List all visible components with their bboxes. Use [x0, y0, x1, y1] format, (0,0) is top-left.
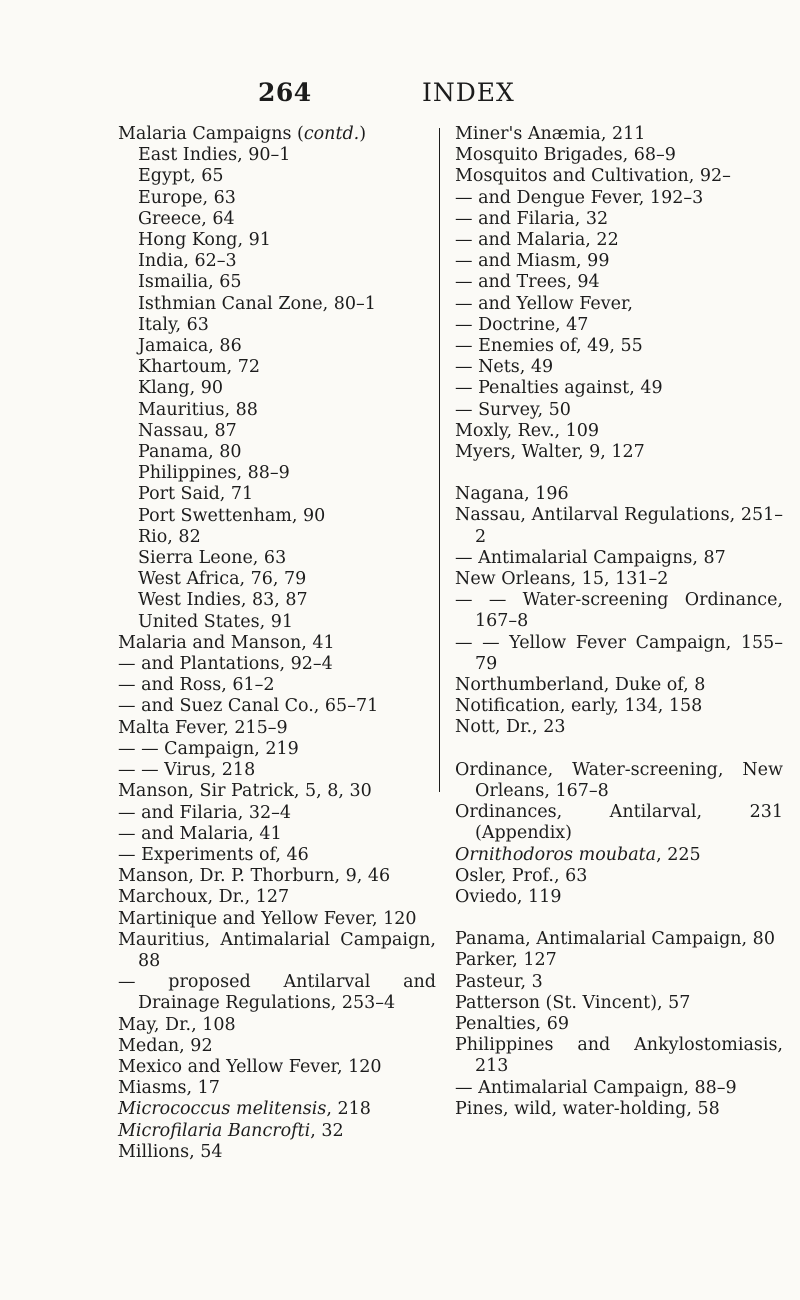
index-entry	[118, 1078, 436, 1099]
index-entry-text: Parker, 127	[455, 950, 557, 971]
index-entry-text: Notification, early, 134, 158	[455, 696, 703, 717]
index-entry	[455, 1014, 783, 1035]
index-entry-text: Mosquito Brigades, 68–9	[455, 145, 676, 166]
index-entry-text: Medan, 92	[118, 1035, 213, 1056]
index-entry-text: Martinique and Yellow Fever, 120	[118, 908, 417, 929]
index-entry	[455, 717, 783, 738]
index-entry-text: Nagana, 196	[455, 484, 569, 505]
index-entry-italic: Microfilaria Bancrofti	[118, 1120, 311, 1141]
index-entry	[118, 315, 436, 336]
index-entry	[118, 378, 436, 399]
index-entry	[455, 590, 783, 632]
index-entry	[455, 760, 783, 802]
index-entry	[455, 993, 783, 1014]
index-entry-text: Miner's Anæmia, 211	[455, 124, 646, 144]
index-entry	[118, 1142, 436, 1163]
index-entry-italic: Micrococcus melitensis	[118, 1099, 327, 1120]
index-entry	[118, 400, 436, 421]
index-entry	[118, 1099, 436, 1120]
index-entry-text: Marchoux, Dr., 127	[118, 887, 290, 908]
index-entry-text: Moxly, Rev., 109	[455, 420, 600, 441]
index-entry	[118, 272, 436, 293]
index-entry	[455, 251, 783, 272]
index-entry-text: — Penalties against, 49	[455, 378, 663, 399]
index-entry	[455, 209, 783, 230]
column-divider	[439, 128, 440, 792]
index-entry	[118, 739, 436, 760]
index-entry	[118, 909, 436, 930]
index-entry-text: — and Filaria, 32	[455, 208, 609, 229]
index-entry-text: Ordinances, Antilarval, 231 (Appendix)	[455, 802, 783, 844]
index-entry	[455, 887, 783, 908]
index-entry-text: Philippines and Ankylostomiasis, 213	[455, 1035, 783, 1077]
index-entry	[455, 188, 783, 209]
page-header	[0, 78, 800, 118]
index-entry-text: Rio, 82	[138, 526, 201, 547]
index-entry	[455, 421, 783, 442]
index-entry	[118, 548, 436, 569]
index-entry-text: Manson, Dr. P. Thorburn, 9, 46	[118, 866, 391, 887]
index-entry-text: — Doctrine, 47	[455, 314, 589, 335]
index-entry-text: — Experiments of, 46	[118, 844, 309, 865]
index-entry-text: Pines, wild, water-holding, 58	[455, 1098, 720, 1119]
index-entry-text: — and Ross, 61–2	[118, 675, 275, 696]
index-entry-text: — — Virus, 218	[118, 760, 256, 781]
index-entry-text: Malaria Campaigns (	[118, 124, 304, 144]
index-entry-text: Jamaica, 86	[138, 336, 242, 357]
index-entry	[455, 675, 783, 696]
index-entry-text: — and Filaria, 32–4	[118, 802, 291, 823]
index-entry-text: Isthmian Canal Zone, 80–1	[138, 293, 376, 314]
index-entry-suffix: , 218	[326, 1099, 371, 1120]
index-entry	[118, 124, 436, 145]
index-entry	[455, 1078, 783, 1099]
index-entry	[118, 654, 436, 675]
index-entry-text: Pasteur, 3	[455, 971, 543, 992]
index-entry	[118, 251, 436, 272]
page-number: 264	[258, 78, 312, 107]
index-entry	[455, 294, 783, 315]
index-entry-text: Hong Kong, 91	[138, 230, 271, 251]
index-entry	[455, 166, 783, 187]
index-entry	[118, 718, 436, 739]
index-entry	[118, 590, 436, 611]
index-entry	[118, 887, 436, 908]
index-entry-text: Osler, Prof., 63	[455, 865, 588, 886]
index-entry-text: Port Swettenham, 90	[138, 505, 326, 526]
index-entry-text: — and Trees, 94	[455, 272, 600, 293]
index-entry-text: Malaria and Manson, 41	[118, 632, 335, 653]
index-entry-text: Millions, 54	[118, 1141, 223, 1162]
index-entry-text: — Survey, 50	[455, 399, 571, 420]
index-entry-text: — and Malaria, 22	[455, 230, 619, 251]
index-entry-text: Patterson (St. Vincent), 57	[455, 992, 691, 1013]
index-entry-text: — and Yellow Fever,	[455, 293, 633, 314]
index-entry-text: United States, 91	[138, 611, 293, 632]
index-entry-text: Panama, Antimalarial Campaign, 80	[455, 929, 775, 950]
index-entry-text: Penalties, 69	[455, 1013, 570, 1034]
index-entry-text: West Indies, 83, 87	[138, 590, 308, 611]
index-entry-text: Mauritius, Antimalarial Campaign, 88	[118, 929, 436, 971]
index-entry-text: Mosquitos and Cultivation, 92–	[455, 166, 731, 187]
index-entry-text: Port Said, 71	[138, 484, 254, 505]
index-entry	[118, 930, 436, 972]
index-column-right	[455, 124, 783, 1120]
index-entry-text: Northumberland, Duke of, 8	[455, 675, 706, 696]
index-entry	[118, 1036, 436, 1057]
index-entry-text: — and Plantations, 92–4	[118, 654, 333, 675]
index-entry	[455, 400, 783, 421]
index-entry-text: Europe, 63	[138, 187, 236, 208]
index-entry	[118, 1057, 436, 1078]
index-entry	[118, 824, 436, 845]
index-entry	[118, 166, 436, 187]
index-entry	[455, 505, 783, 547]
index-entry-text: Egypt, 65	[138, 166, 224, 187]
index-entry	[455, 929, 783, 950]
index-entry-text: — Antimalarial Campaign, 88–9	[455, 1077, 737, 1098]
index-entry-text: Mauritius, 88	[138, 399, 258, 420]
index-entry	[455, 336, 783, 357]
index-entry-text: Nott, Dr., 23	[455, 717, 566, 738]
index-entry	[455, 357, 783, 378]
index-entry-text: — Enemies of, 49, 55	[455, 336, 643, 357]
index-entry	[118, 1121, 436, 1142]
index-entry-text: Ismailia, 65	[138, 272, 242, 293]
index-entry-text: Mexico and Yellow Fever, 120	[118, 1056, 382, 1077]
index-entry-text: — proposed Antilarval and Drainage Regulations, 253–4	[118, 972, 436, 1014]
index-entry-text: Khartoum, 72	[138, 357, 260, 378]
index-entry	[118, 866, 436, 887]
index-entry-text: Manson, Sir Patrick, 5, 8, 30	[118, 781, 372, 802]
index-entry	[455, 633, 783, 675]
index-entry	[118, 484, 436, 505]
index-entry-text: — Antimalarial Campaigns, 87	[455, 547, 726, 568]
index-entry-text: — — Water-screening Ordinance, 167–8	[455, 590, 783, 632]
index-entry	[118, 506, 436, 527]
index-entry	[118, 230, 436, 251]
index-entry-text: Oviedo, 119	[455, 886, 562, 907]
index-entry-text: Greece, 64	[138, 208, 235, 229]
index-entry	[455, 442, 783, 463]
index-entry	[118, 421, 436, 442]
index-entry	[118, 633, 436, 654]
index-entry	[118, 294, 436, 315]
index-entry	[455, 548, 783, 569]
index-entry-text: — and Suez Canal Co., 65–71	[118, 696, 379, 717]
index-entry	[455, 315, 783, 336]
index-entry-text: Italy, 63	[138, 314, 209, 335]
page-title: INDEX	[422, 78, 515, 107]
index-entry	[118, 527, 436, 548]
index-entry	[455, 145, 783, 166]
index-entry	[455, 845, 783, 866]
index-entry	[118, 569, 436, 590]
index-entry-text: East Indies, 90–1	[138, 145, 291, 166]
index-entry	[118, 188, 436, 209]
index-entry	[455, 569, 783, 590]
index-entry-suffix: , 225	[656, 844, 701, 865]
index-entry	[118, 336, 436, 357]
index-entry	[455, 378, 783, 399]
index-entry-text: Klang, 90	[138, 378, 223, 399]
index-entry-text: — — Campaign, 219	[118, 738, 299, 759]
index-entry-text: — and Dengue Fever, 192–3	[455, 187, 704, 208]
index-entry	[118, 760, 436, 781]
index-entry	[455, 1035, 783, 1077]
index-entry	[118, 845, 436, 866]
index-entry-text: India, 62–3	[138, 251, 237, 272]
index-entry-text: — Nets, 49	[455, 357, 554, 378]
index-entry-text: New Orleans, 15, 131–2	[455, 569, 669, 590]
index-entry-text: Ordinance, Water-screening, New Orleans, 167–8	[455, 759, 783, 801]
index-entry	[118, 612, 436, 633]
index-entry-text: Sierra Leone, 63	[138, 548, 287, 569]
index-entry	[118, 145, 436, 166]
index-entry	[118, 803, 436, 824]
index-entry	[455, 230, 783, 251]
index-entry	[455, 696, 783, 717]
index-entry-text: Nassau, Antilarval Regulations, 251–2	[455, 505, 783, 547]
index-entry-suffix: )	[359, 124, 367, 144]
index-entry-text: Nassau, 87	[138, 420, 237, 441]
index-entry	[118, 972, 436, 1014]
index-entry	[455, 124, 783, 145]
index-entry-text: Malta Fever, 215–9	[118, 717, 288, 738]
index-entry-text: Philippines, 88–9	[138, 463, 290, 484]
index-entry	[118, 463, 436, 484]
index-entry-suffix: , 32	[310, 1120, 344, 1141]
index-entry	[118, 357, 436, 378]
index-entry-italic: Ornithodoros moubata	[455, 844, 657, 865]
index-entry-text: — — Yellow Fever Campaign, 155–79	[455, 632, 783, 674]
index-entry-italic: contd.	[303, 124, 360, 144]
index-entry	[118, 696, 436, 717]
index-entry-text: Panama, 80	[138, 442, 242, 463]
index-entry-text: May, Dr., 108	[118, 1014, 236, 1035]
index-column-left	[118, 124, 436, 1163]
index-entry	[118, 781, 436, 802]
index-entry	[455, 866, 783, 887]
index-entry	[455, 484, 783, 505]
index-entry	[455, 972, 783, 993]
index-entry	[118, 675, 436, 696]
index-entry-text: — and Miasm, 99	[455, 251, 610, 272]
index-entry	[455, 272, 783, 293]
index-entry-text: West Africa, 76, 79	[138, 569, 307, 590]
index-entry	[455, 802, 783, 844]
index-entry	[118, 209, 436, 230]
index-entry-text: Myers, Walter, 9, 127	[455, 442, 645, 463]
index-entry	[118, 1015, 436, 1036]
index-entry-text: Miasms, 17	[118, 1078, 220, 1099]
index-entry	[455, 950, 783, 971]
index-entry-text: — and Malaria, 41	[118, 823, 282, 844]
index-entry	[118, 442, 436, 463]
index-entry	[455, 1099, 783, 1120]
